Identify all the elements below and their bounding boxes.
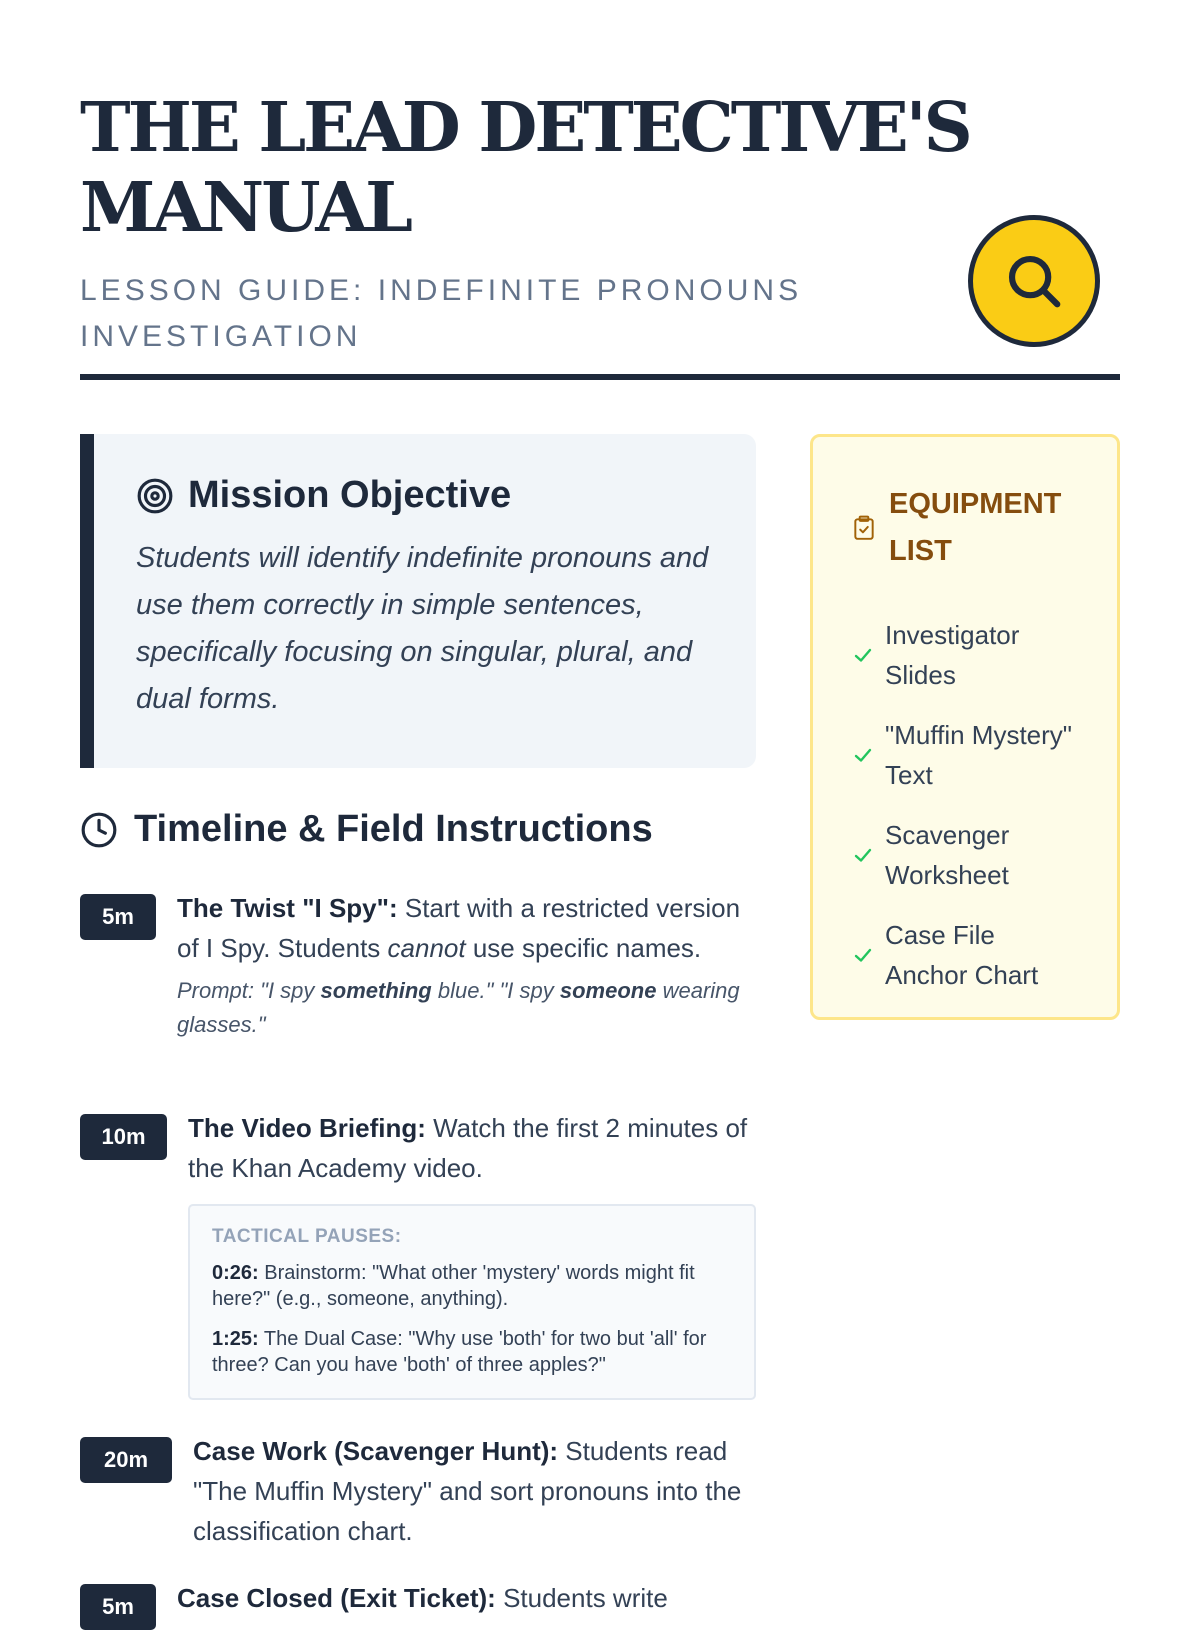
check-icon: [853, 945, 873, 965]
item-heading: Case Work (Scavenger Hunt):: [193, 1436, 559, 1466]
timeline-item-text: The Twist "I Spy": Start with a restricted version of I Spy. Students cannot use specific names.: [177, 893, 741, 963]
item-heading: Case Closed (Exit Ticket):: [177, 1583, 496, 1613]
mission-objective-title: Mission Objective: [188, 474, 512, 516]
pause-entry: 0:26: Brainstorm: "What other 'mystery' words might fit here?" (e.g., someone, anything).: [212, 1262, 695, 1310]
item-prompt: Prompt: "I spy something blue." "I spy someone wearing glasses.": [177, 978, 740, 1037]
page-title: THE LEAD DETECTIVE'S MANUAL: [80, 88, 970, 248]
equipment-list-title: EQUIPMENT LIST: [889, 488, 1062, 567]
time-badge: 10m: [80, 1114, 167, 1160]
clock-icon: [80, 811, 118, 849]
page-header: [80, 88, 1120, 360]
search-icon: [1003, 250, 1065, 312]
item-heading: The Video Briefing:: [188, 1113, 426, 1143]
equipment-item-label: "Muffin Mystery" Text: [885, 720, 1073, 790]
timeline-item: [80, 1584, 756, 1618]
timeline-item: [80, 894, 756, 1042]
timeline-item: [80, 1437, 756, 1551]
equipment-item: [853, 615, 1077, 695]
mission-objective-text: Students will identify indefinite pronouns and use them correctly in simple sentences, specifically focusing on singular, plural, and dual forms.: [136, 542, 709, 715]
item-heading: The Twist "I Spy":: [177, 893, 398, 923]
check-icon: [853, 845, 873, 865]
timeline-item-text: The Video Briefing: Watch the first 2 minutes of the Khan Academy video.: [188, 1113, 748, 1183]
search-badge: [968, 215, 1100, 347]
equipment-item: [853, 815, 1077, 895]
header-divider: [80, 374, 1120, 380]
equipment-item-label: Case File Anchor Chart: [885, 920, 1039, 990]
timeline-title: Timeline & Field Instructions: [134, 808, 653, 850]
timeline-item: [80, 1114, 756, 1400]
mission-objective-card: [80, 434, 756, 768]
equipment-item-label: Scavenger Worksheet: [885, 820, 1010, 890]
time-badge: 20m: [80, 1437, 172, 1483]
clipboard-check-icon: [853, 515, 875, 541]
equipment-items: [853, 615, 1077, 995]
check-icon: [853, 745, 873, 765]
tactical-pauses-box: [188, 1204, 756, 1400]
timeline-header: [80, 808, 653, 851]
check-icon: [853, 645, 873, 665]
time-badge: 5m: [80, 894, 156, 940]
equipment-item: [853, 915, 1077, 995]
pause-entry: 1:25: The Dual Case: "Why use 'both' for two but 'all' for three? Can you have 'both' of three apples?": [212, 1328, 707, 1376]
target-icon: [136, 477, 174, 515]
time-badge: 5m: [80, 1584, 156, 1630]
equipment-item-label: Investigator Slides: [885, 620, 1020, 690]
equipment-list-card: [810, 434, 1120, 1020]
page-subtitle: LESSON GUIDE: INDEFINITE PRONOUNS INVESTIGATION: [80, 274, 803, 353]
timeline-item-text: Case Closed (Exit Ticket): Students write: [177, 1583, 668, 1613]
timeline-item-text: Case Work (Scavenger Hunt): Students read "The Muffin Mystery" and sort pronouns into the classification chart.: [193, 1436, 742, 1546]
equipment-item: [853, 715, 1077, 795]
item-emphasis: cannot: [387, 933, 466, 963]
tactical-pauses-label: TACTICAL PAUSES:: [212, 1226, 402, 1247]
